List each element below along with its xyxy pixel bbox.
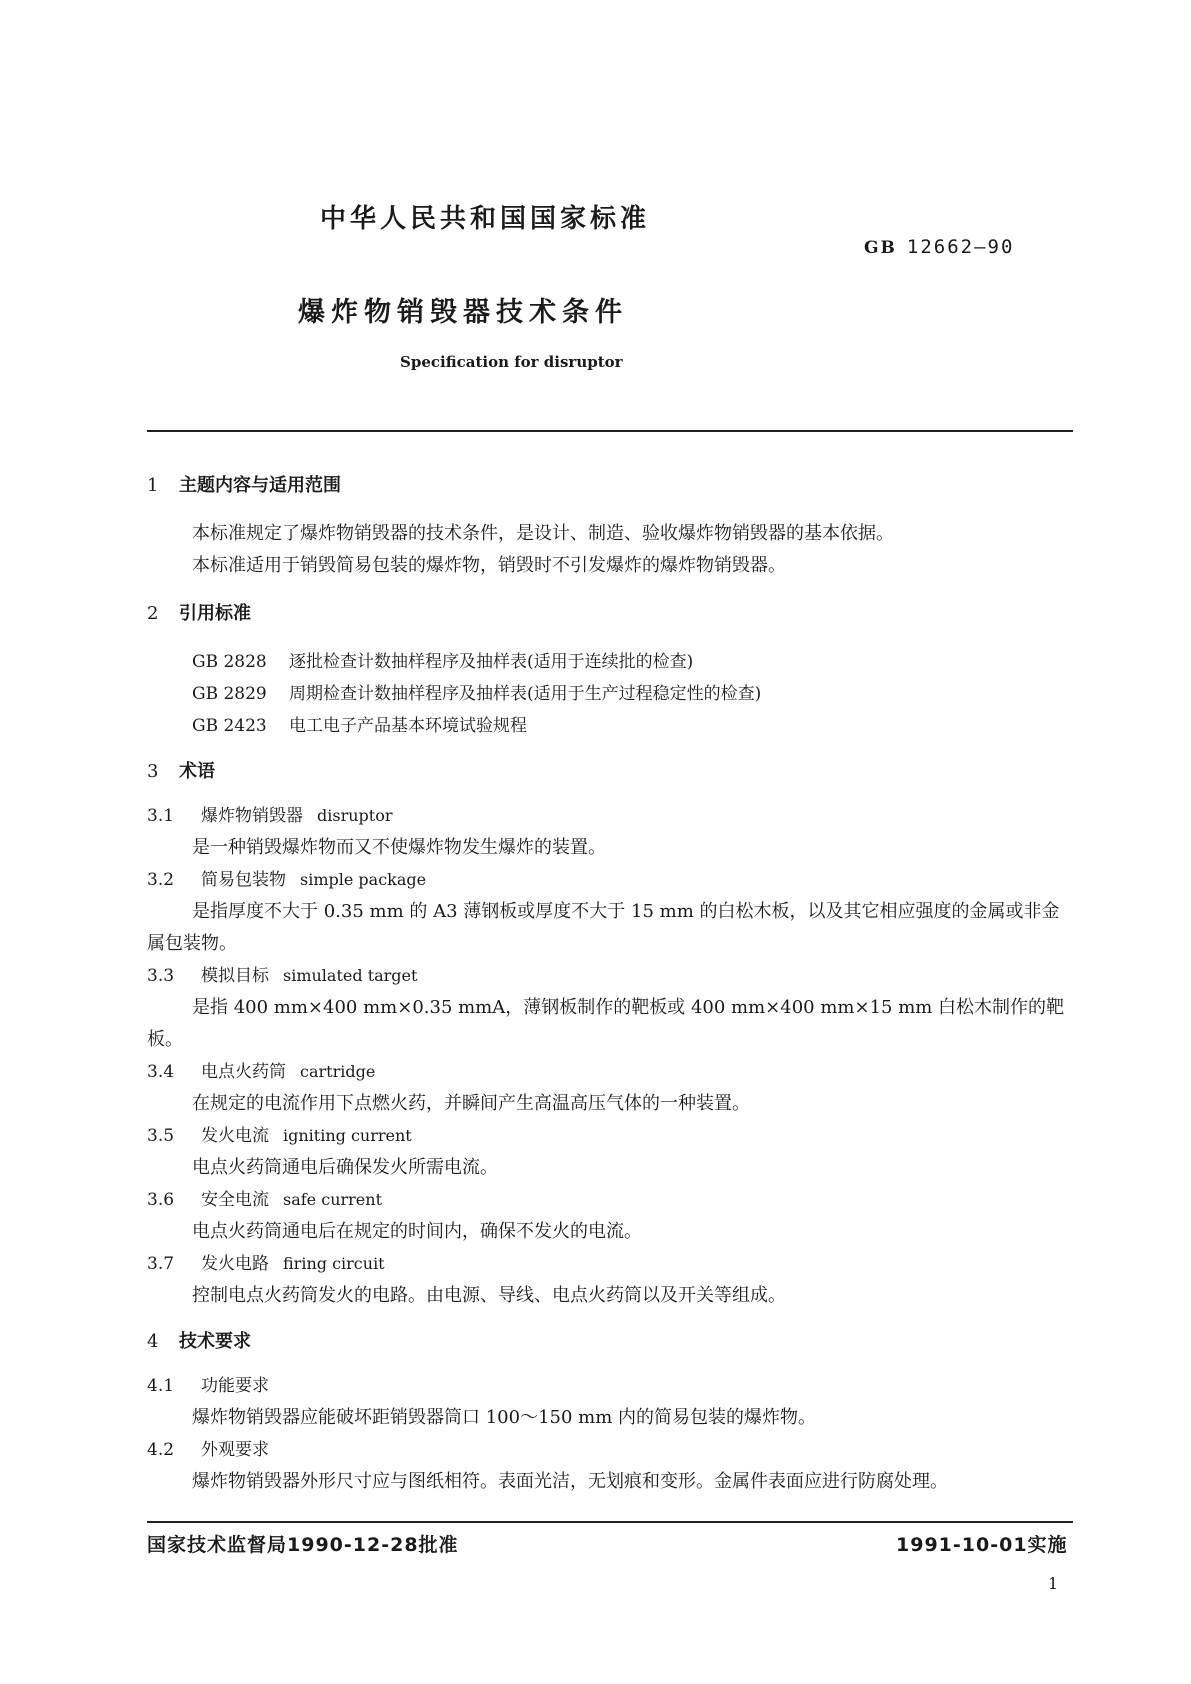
footer-divider [147, 1521, 1073, 1523]
term-definition: 是指 400 mm×400 mm×0.35 mmA，薄钢板制作的靶板或 400 mm×400 mm×15 mm 白松木制作的靶板。 [147, 997, 1065, 1050]
term-definition: 电点火药筒通电后确保发火所需电流。 [192, 1157, 498, 1178]
term-cn: 爆炸物销毁器 [201, 806, 303, 826]
reference-code: GB 2423 [192, 716, 267, 736]
term-en: disruptor [317, 806, 393, 825]
code-number: 12662—90 [906, 236, 1015, 258]
section-number: 3 [147, 761, 159, 782]
term-number: 3.3 [147, 966, 175, 986]
requirement-number: 4.1 [147, 1376, 175, 1396]
term-cn: 发火电路 [201, 1254, 269, 1274]
document-title: 爆炸物销毁器技术条件 [298, 297, 628, 328]
term-number: 3.4 [147, 1062, 175, 1082]
document-subtitle-en: Specification for disruptor [400, 353, 623, 371]
reference-item [147, 710, 1073, 742]
term-definition: 控制电点火药筒发火的电路。由电源、导线、电点火药筒以及开关等组成。 [192, 1285, 786, 1306]
document-body [147, 470, 1073, 1498]
section-heading [147, 1326, 1073, 1358]
standard-title: 中华人民共和国国家标准 [320, 204, 651, 234]
reference-item [147, 646, 1073, 678]
standard-code [864, 236, 1014, 258]
section-title: 技术要求 [179, 1331, 251, 1352]
requirement-heading [147, 1370, 1073, 1402]
reference-title: 电工电子产品基本环境试验规程 [289, 716, 527, 736]
section-number: 4 [147, 1331, 159, 1352]
requirement-title: 外观要求 [201, 1440, 269, 1460]
page-number: 1 [1048, 1574, 1059, 1593]
requirement-number: 4.2 [147, 1440, 175, 1460]
code-prefix: GB [864, 238, 897, 258]
section-title: 术语 [179, 761, 215, 782]
section-heading [147, 470, 1073, 502]
approval-date: 国家技术监督局1990-12-28批准 [147, 1534, 459, 1556]
section-number: 1 [147, 475, 159, 496]
term-en: simulated target [283, 966, 418, 985]
header-divider [147, 430, 1073, 432]
term-number: 3.7 [147, 1254, 175, 1274]
term-en: cartridge [300, 1062, 376, 1081]
reference-title: 逐批检查计数抽样程序及抽样表(适用于连续批的检查) [289, 652, 694, 672]
reference-item [147, 678, 1073, 710]
term-definition: 是指厚度不大于 0.35 mm 的 A3 薄钢板或厚度不大于 15 mm 的白松木板，以及其它相应强度的金属或非金属包装物。 [147, 901, 1060, 954]
term-cn: 简易包装物 [201, 870, 286, 890]
reference-code: GB 2829 [192, 684, 267, 704]
section-title: 引用标准 [179, 603, 251, 624]
term-heading [147, 1248, 1073, 1280]
term-en: firing circuit [283, 1254, 385, 1273]
term-cn: 安全电流 [201, 1190, 269, 1210]
term-en: simple package [300, 870, 427, 889]
term-cn: 模拟目标 [201, 966, 269, 986]
requirement-text: 爆炸物销毁器应能破坏距销毁器筒口 100～150 mm 内的简易包装的爆炸物。 [192, 1407, 817, 1428]
effective-date: 1991-10-01实施 [896, 1534, 1068, 1556]
term-en: igniting current [283, 1126, 412, 1145]
requirement-title: 功能要求 [201, 1376, 269, 1396]
term-heading [147, 1120, 1073, 1152]
term-heading [147, 1184, 1073, 1216]
paragraph: 本标准规定了爆炸物销毁器的技术条件，是设计、制造、验收爆炸物销毁器的基本依据。 [192, 523, 894, 544]
term-heading [147, 800, 1073, 832]
term-definition: 电点火药筒通电后在规定的时间内，确保不发火的电流。 [192, 1221, 642, 1242]
term-number: 3.2 [147, 870, 175, 890]
section-number: 2 [147, 603, 159, 624]
term-cn: 发火电流 [201, 1126, 269, 1146]
term-heading [147, 1056, 1073, 1088]
term-heading [147, 864, 1073, 896]
term-definition: 在规定的电流作用下点燃火药，并瞬间产生高温高压气体的一种装置。 [192, 1093, 750, 1114]
requirement-heading [147, 1434, 1073, 1466]
term-heading [147, 960, 1073, 992]
term-en: safe current [283, 1190, 382, 1209]
term-number: 3.6 [147, 1190, 175, 1210]
requirement-text: 爆炸物销毁器外形尺寸应与图纸相符。表面光洁，无划痕和变形。金属件表面应进行防腐处理。 [192, 1471, 948, 1492]
reference-title: 周期检查计数抽样程序及抽样表(适用于生产过程稳定性的检查) [289, 684, 762, 704]
reference-code: GB 2828 [192, 652, 267, 672]
section-heading [147, 756, 1073, 788]
section-heading [147, 598, 1073, 630]
term-number: 3.5 [147, 1126, 175, 1146]
term-cn: 电点火药筒 [201, 1062, 286, 1082]
section-title: 主题内容与适用范围 [179, 475, 341, 496]
paragraph: 本标准适用于销毁简易包装的爆炸物，销毁时不引发爆炸的爆炸物销毁器。 [192, 555, 786, 576]
term-definition: 是一种销毁爆炸物而又不使爆炸物发生爆炸的装置。 [192, 837, 606, 858]
term-number: 3.1 [147, 806, 175, 826]
